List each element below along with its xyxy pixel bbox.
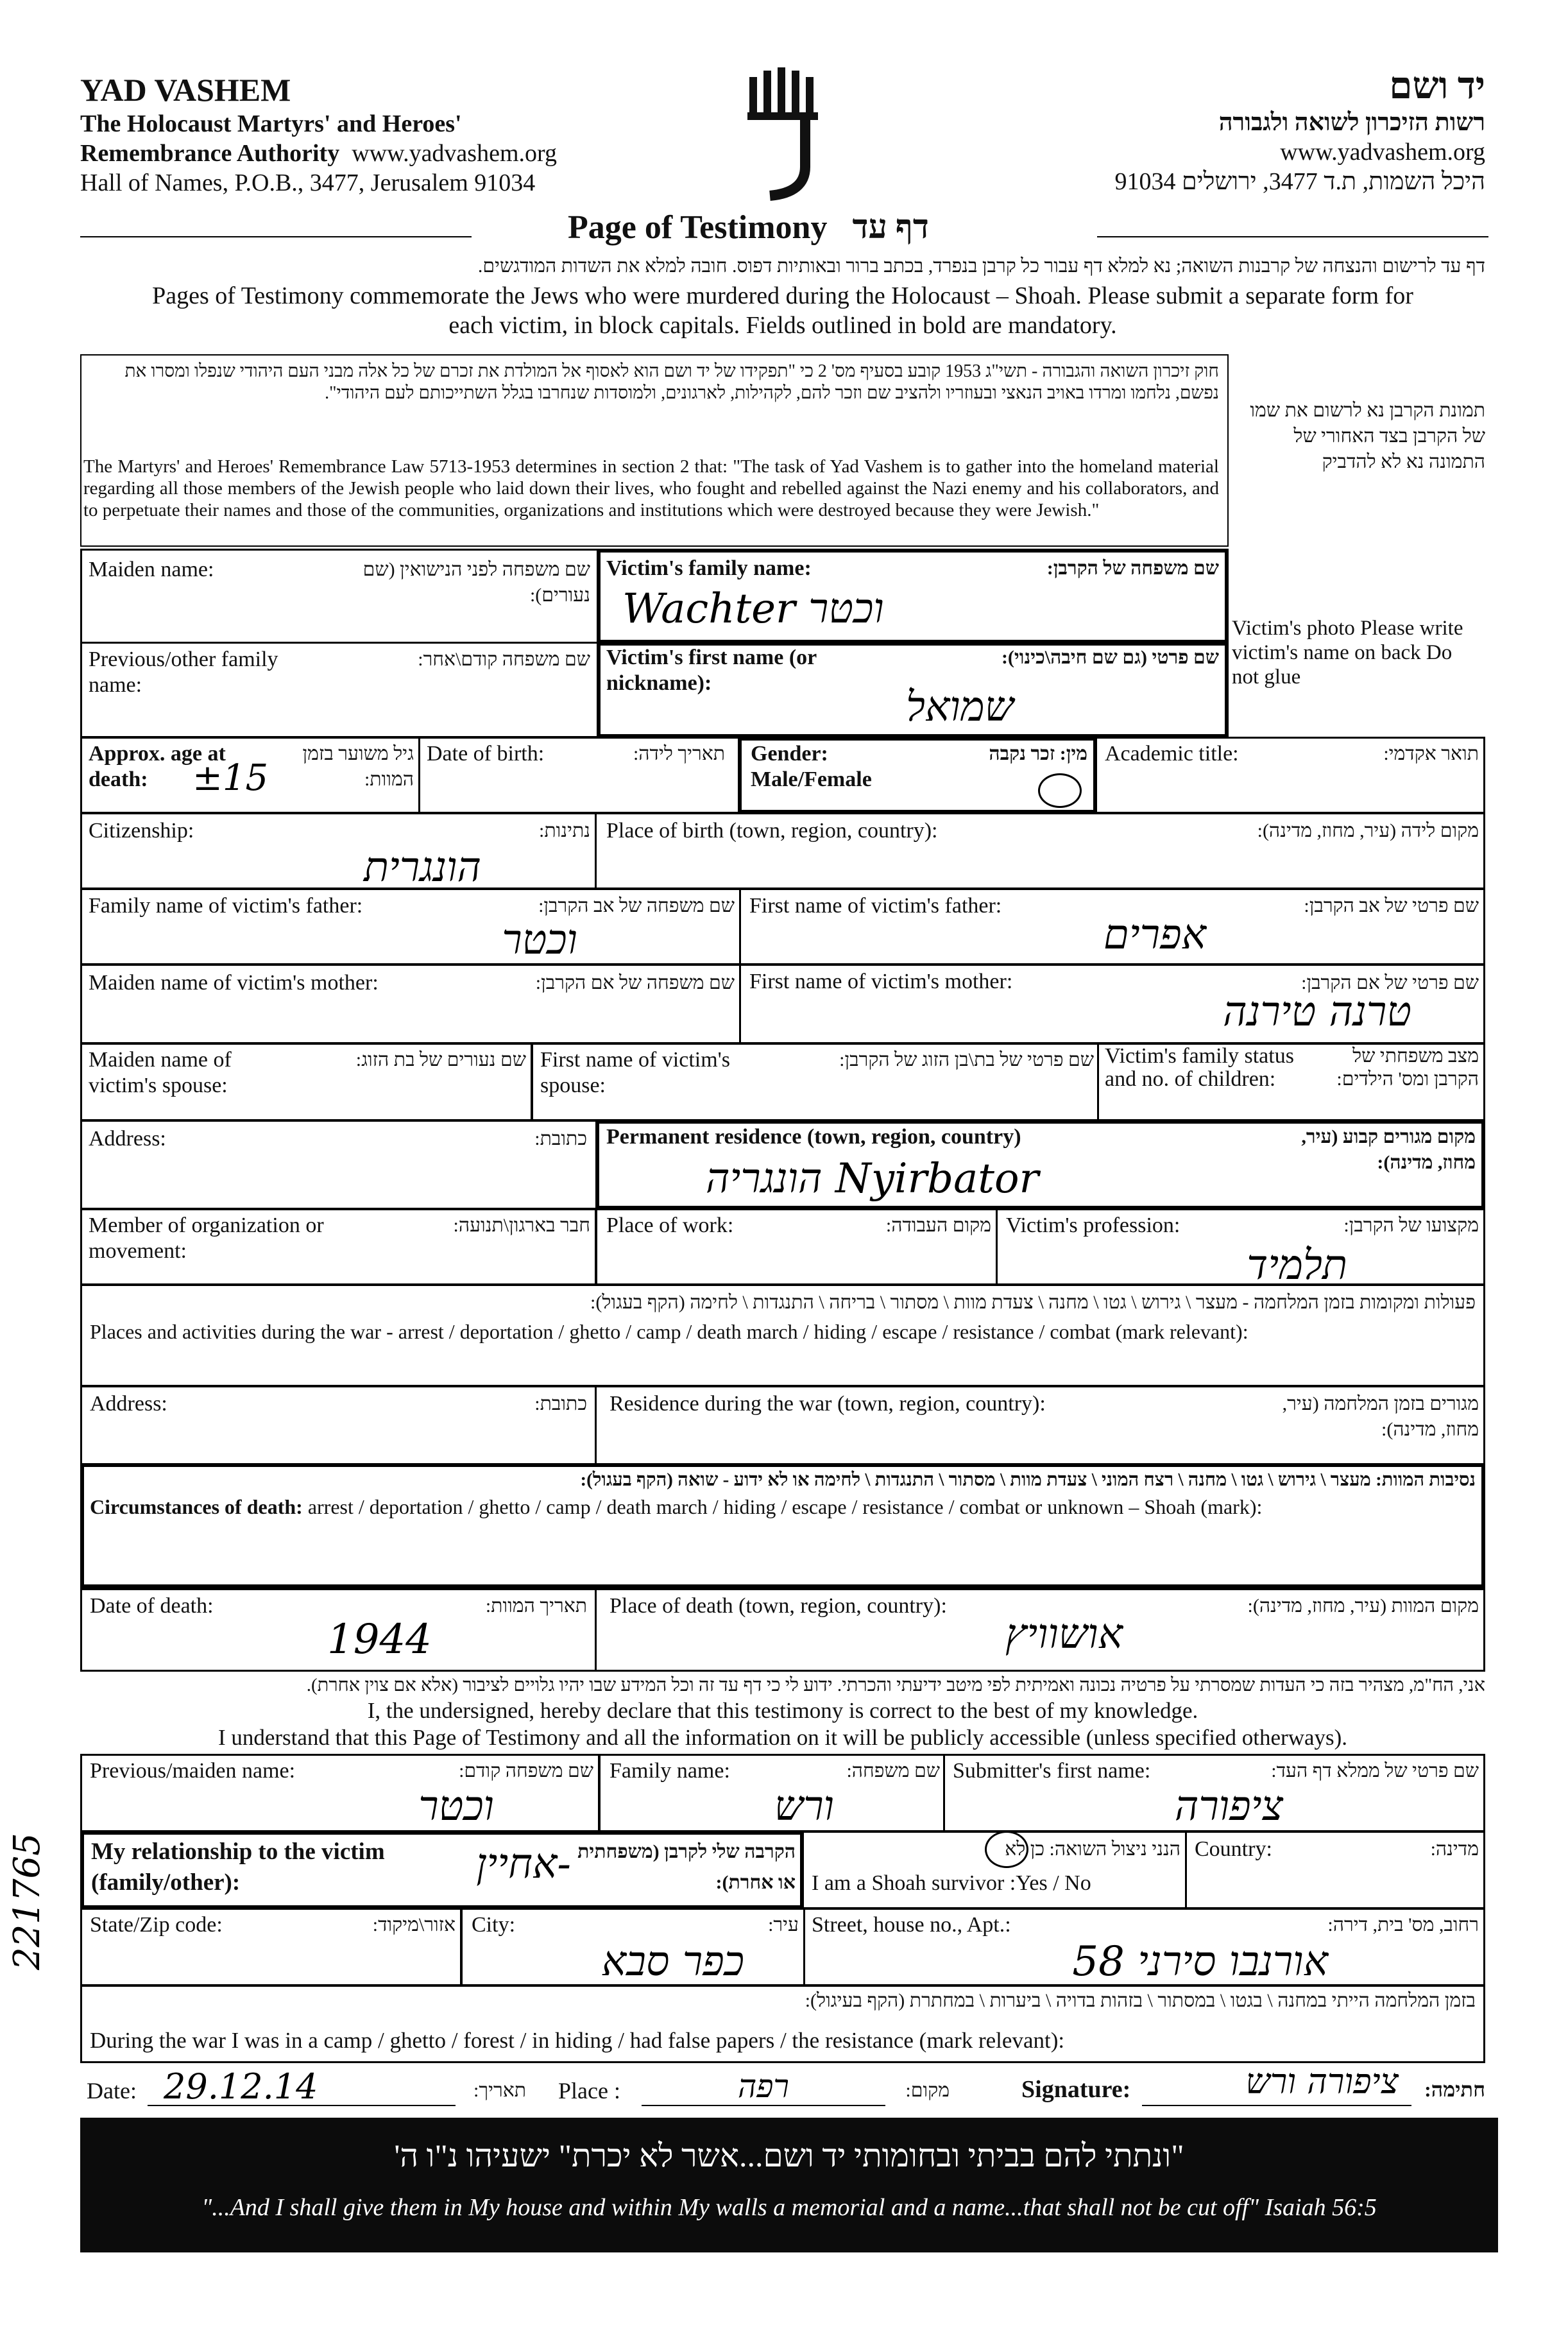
academic-label-he: תואר אקדמי: (1383, 743, 1479, 764)
signature-label-he: חתימה: (1424, 2078, 1485, 2101)
address-label-he: כתובת: (534, 1128, 587, 1149)
submitter-first-label: Submitter's first name: (953, 1759, 1151, 1783)
pob-label-he: מקום לידה (עיר, מחוז, מדינה): (1257, 820, 1479, 841)
scripture-banner (80, 2118, 1498, 2252)
pob-label: Place of birth (town, region, country): (606, 819, 938, 843)
title-rule-left (80, 236, 472, 237)
war-address-label: Address: (90, 1392, 167, 1416)
place-label-he: מקום: (905, 2080, 950, 2101)
mother-maiden-label: Maiden name of victim's mother: (89, 971, 379, 995)
country-label: Country: (1195, 1837, 1272, 1861)
mother-maiden-label-he: שם משפחה של אם הקרבן: (535, 972, 735, 993)
date-label-he: תאריך: (473, 2080, 526, 2101)
mother-first-label: First name of victim's mother: (749, 970, 1013, 993)
web-he: www.yadvashem.org (1280, 139, 1485, 166)
citizenship-label: Citizenship: (89, 819, 194, 843)
family-name-label-he: שם משפחה של הקרבן: (1046, 558, 1219, 579)
law-text-en: The Martyrs' and Heroes' Remembrance Law 5713-1953 determines in section 2 that: "The task of Yad Vashem is to gather into the homeland material regarding all those members of the Jewish people who laid down their lives, who fought and rebelled against the Nazi enemy and his collaborators, and to perpetuate their names and those of the communities, organizations and institutions which were destroyed because they were Jewish." (83, 456, 1219, 520)
place-label: Place : (558, 2078, 620, 2104)
org-sub1-en: The Holocaust Martyrs' and Heroes' (80, 110, 462, 137)
city-value: כפר סבא (601, 1938, 744, 1985)
citizenship-label-he: נתינות: (539, 820, 590, 841)
maiden-name-label: Maiden name: (89, 558, 214, 581)
war-residence-label: Residence during the war (town, region, country): (609, 1392, 1046, 1416)
father-family-label: Family name of victim's father: (89, 894, 363, 918)
death-place-value: אושוויץ (1005, 1611, 1123, 1658)
first-name-label: Victim's first name (or nickname): (606, 646, 817, 695)
zip-label: State/Zip code: (90, 1913, 223, 1937)
org-sub2-en: Remembrance Authority (80, 140, 340, 167)
family-name-value: Wachter וכטר (622, 585, 884, 633)
declaration-en (80, 1697, 1485, 1751)
age-label: Approx. age at death: (89, 742, 226, 791)
instructions-en (80, 281, 1485, 340)
date-value: 29.12.14 (164, 2066, 318, 2107)
org-name-en: YAD VASHEM (80, 72, 291, 108)
father-first-label: First name of victim's father: (749, 894, 1002, 918)
street-label-he: רחוב, מס' בית, דירה: (1327, 1914, 1479, 1935)
profession-label: Victim's profession: (1006, 1213, 1180, 1237)
place-value: רפה (737, 2068, 789, 2105)
academic-label: Academic title: (1105, 742, 1239, 766)
permanent-residence-value: הונגריה Nyirbator (706, 1155, 1039, 1203)
relationship-label-he: הקרבה שלי לקרבן (משפחתית או אחרת): (577, 1841, 796, 1893)
declaration-en-1: I, the undersigned, hereby declare that this testimony is correct to the best of my knowledge. (367, 1698, 1198, 1723)
logo-icon (744, 64, 828, 205)
dob-label: Date of birth: (427, 742, 545, 766)
declaration-en-2: I understand that this Page of Testimony and all the information on it will be publicly accessible (unless specified otherways). (217, 1725, 1348, 1750)
submitter-family-label-he: שם משפחה: (846, 1760, 940, 1781)
prev-name-label-he: שם משפחה קודם\אחר: (418, 649, 590, 670)
spouse-first-label: First name of victim's spouse: (540, 1048, 731, 1097)
relationship-label: My relationship to the victim (family/other): (91, 1839, 385, 1896)
signature-line (1142, 2105, 1411, 2106)
org-sub2-row (80, 139, 632, 168)
war-address-label-he: כתובת: (534, 1393, 587, 1414)
org-name-he: יד ושם (1389, 65, 1485, 107)
photo-instructions-he: תמונת הקרבן נא לרשום את שמו של הקרבן בצד האחורי של התמונה נא לא להדביק (1250, 400, 1485, 472)
photo-instructions-en: Victim's photo Please write victim's name on back Do not glue (1232, 617, 1463, 689)
work-label-he: מקום העבודה: (885, 1215, 991, 1236)
death-place-label-he: מקום המוות (עיר, מחוז, מדינה): (1247, 1595, 1479, 1616)
header-he (898, 64, 1485, 196)
member-label-he: חבר בארגון\תנועה: (453, 1215, 590, 1236)
death-date-value: 1944 (327, 1616, 432, 1663)
title-rule-right (1097, 236, 1488, 237)
submitter-first-label-he: שם פרטי של ממלא דף העד: (1271, 1760, 1479, 1781)
mother-first-label-he: שם פרטי של אם הקרבן: (1301, 972, 1479, 993)
law-text-he: חוק זיכרון השואה והגבורה - תשי"ג 1953 קובע בסעיף מס' 2 כי "תפקידו של יד ושם הוא לאסוף אל המולדת את זכרם של כל אלה מבני העם היהודי שנפלו ומסרו את נפשם, נלחמו ומרדו באויב הנאצי ובעוזריו ולהציב שם וזכר להם, לקהילות, לארגונים, ולמוסדות שנחרבו בגלל השתייכותם לעם היהודי". (124, 361, 1219, 403)
dob-label-he: תאריך לידה: (633, 743, 725, 764)
age-value: ±15 (192, 757, 269, 799)
permanent-residence-label: Permanent residence (town, region, country) (606, 1125, 1021, 1149)
city-label-he: עיר: (768, 1914, 799, 1935)
address-en: Hall of Names, P.O.B., 3477, Jerusalem 91034 (80, 169, 536, 196)
header-en (80, 71, 632, 198)
instructions-en-2: each victim, in block capitals. Fields outlined in bold are mandatory. (448, 312, 1117, 339)
father-family-label-he: שם משפחה של אב הקרבן: (538, 895, 735, 916)
submitter-prev-label-he: שם משפחה קודם: (459, 1760, 593, 1781)
zip-label-he: אזור\מיקוד: (372, 1914, 456, 1935)
age-label-he: גיל משוער בזמן המוות: (302, 743, 414, 790)
instructions-he: דף עד לרישום והנצחה של קרבנות השואה; נא למלא דף עבור כל קרבן בנפרד, בכתב ברור ובאותיות דפוס. חובה למלא את השדות המודגשים. (477, 255, 1485, 277)
survivor-label-en: I am a Shoah survivor :Yes / No (812, 1871, 1091, 1895)
profession-label-he: מקצועו של הקרבן: (1343, 1215, 1479, 1236)
spouse-maiden-label-he: שם נעורים של בת הזוג: (355, 1049, 526, 1070)
relationship-value: -אחיין (476, 1840, 571, 1888)
survivor-yes-circle (985, 1831, 1028, 1868)
spouse-maiden-label: Maiden name of victim's spouse: (89, 1048, 232, 1097)
family-name-label: Victim's family name: (606, 556, 812, 580)
first-name-value: שמואל (906, 683, 1014, 731)
scripture-he: "ונתתי להם בביתי ובחומותי יד ושם...אשר לא יכרת" ישעיהו נ"ו ה' (394, 2138, 1184, 2174)
circumstances-label-en-bold: Circumstances of death: (90, 1495, 303, 1518)
activities-label-en: Places and activities during the war - arrest / deportation / ghetto / camp / death march / hiding / escape / resistance / combat (mark relevant): (90, 1320, 1248, 1343)
circumstances-label-he: נסיבות המוות: מעצר \ גירוש \ גטו \ מחנה \ רצח המוני \ צעדת מוות \ מסתור \ התנגדות \ לחימה או לא ידוע - שואה (הקף בעגול): (580, 1470, 1476, 1490)
mother-first-value: טרנה טירנה (1223, 988, 1411, 1036)
instructions-en-1: Pages of Testimony commemorate the Jews who were murdered during the Holocaust – Shoah. Please submit a separate form for (152, 282, 1413, 309)
page-title (568, 209, 929, 246)
scripture-en: "...And I shall give them in My house and within My walls a memorial and a name...that shall not be cut off" Isaiah 56:5 (201, 2194, 1377, 2221)
maiden-name-label-he: שם משפחה לפני הנישואין (שם נעורים): (362, 559, 590, 606)
street-value: אורנבו סירני 58 (1072, 1938, 1328, 1985)
father-first-label-he: שם פרטי של אב הקרבן: (1304, 895, 1479, 916)
gender-label: Gender: Male/Female (751, 742, 872, 791)
work-label: Place of work: (606, 1213, 734, 1237)
survivor-label-he: הנני ניצול השואה: כן לא (1005, 1839, 1180, 1860)
signature-value: ציפורה ורש (1245, 2061, 1399, 2102)
address-he: היכל השמות, ת.ד 3477, ירושלים 91034 (1114, 168, 1485, 195)
date-label: Date: (87, 2078, 137, 2104)
circumstances-options: arrest / deportation / ghetto / camp / death march / hiding / escape / resistance / combat or unknown – Shoah (mark): (307, 1495, 1263, 1518)
citizenship-value: הונגרית (363, 844, 481, 891)
margin-file-number: 221765 (6, 1833, 48, 1970)
page-title-en: Page of Testimony (568, 209, 828, 246)
first-name-label-he: שם פרטי (גם שם חיבה\כינוי): (1001, 647, 1219, 668)
place-line (642, 2105, 885, 2106)
activities-label-he: פעולות ומקומות בזמן המלחמה - מעצר \ גירוש \ גטו \ מחנה \ צעדת מוות \ מסתור \ בריחה \ התנגדות \ לחימה (הקף בעגול): (590, 1292, 1476, 1313)
war-status-label-en: During the war I was in a camp / ghetto / forest / in hiding / had false papers / the resistance (mark relevant): (90, 2028, 1065, 2053)
circumstances-label-en (90, 1494, 1476, 1520)
father-family-value: וכטר (502, 916, 577, 964)
submitter-prev-label: Previous/maiden name: (90, 1759, 296, 1783)
submitter-family-value: ורש (774, 1783, 834, 1830)
submitter-prev-value: וכטר (418, 1783, 494, 1830)
declaration-he: אני, הח"מ, מצהיר בזה כי העדות שמסרתי על פרטיה נכונה ואמיתית לפי מיטב ידיעתי והכרתי. ידוע לי כי דף עד זה וכל המידע שבו יהיו גלויים לציבור (אלא אם צוין אחרת). (306, 1675, 1485, 1695)
permanent-residence-label-he: מקום מגורים קבוע (עיר, מחוז, מדינה): (1301, 1126, 1476, 1173)
death-place-label: Place of death (town, region, country): (609, 1594, 947, 1618)
prev-name-label: Previous/other family name: (89, 647, 278, 697)
gender-male-circle (1038, 773, 1082, 808)
death-date-label: Date of death: (90, 1594, 214, 1618)
street-label: Street, house no., Apt.: (812, 1913, 1011, 1937)
submitter-family-label: Family name: (609, 1759, 730, 1783)
death-date-label-he: תאריך המוות: (485, 1595, 587, 1616)
profession-value: תלמיד (1247, 1242, 1347, 1289)
war-residence-label-he: מגורים בזמן המלחמה (עיר, מחוז, מדינה): (1282, 1393, 1479, 1440)
spouse-first-label-he: שם פרטי של בת\בן הזוג של הקרבן: (839, 1049, 1094, 1070)
father-first-value: אפרים (1103, 911, 1206, 959)
signature-label: Signature: (1021, 2076, 1131, 2103)
war-status-label-he: בזמן המלחמה הייתי במחנה \ בגטו \ במסתור \ בזהות בדויה \ ביערות \ במחתרת (הקף בעיגול): (805, 1990, 1476, 2011)
submitter-first-value: ציפורה (1174, 1783, 1283, 1830)
org-sub-he: רשות הזיכרון לשואה ולגבורה (1218, 109, 1485, 136)
status-label: Victim's family status and no. of children: (1105, 1044, 1294, 1091)
web-en: www.yadvashem.org (352, 140, 557, 167)
status-label-he: מצב משפחתי של הקרבן ומס' הילדים: (1336, 1045, 1479, 1090)
gender-label-he: מין: זכר נקבה (989, 743, 1087, 764)
address-label: Address: (89, 1127, 166, 1151)
country-label-he: מדינה: (1430, 1839, 1479, 1860)
member-label: Member of organization or movement: (89, 1213, 324, 1263)
page-title-he: דף עד (852, 209, 929, 246)
city-label: City: (472, 1913, 516, 1937)
yad-vashem-logo (744, 64, 828, 205)
